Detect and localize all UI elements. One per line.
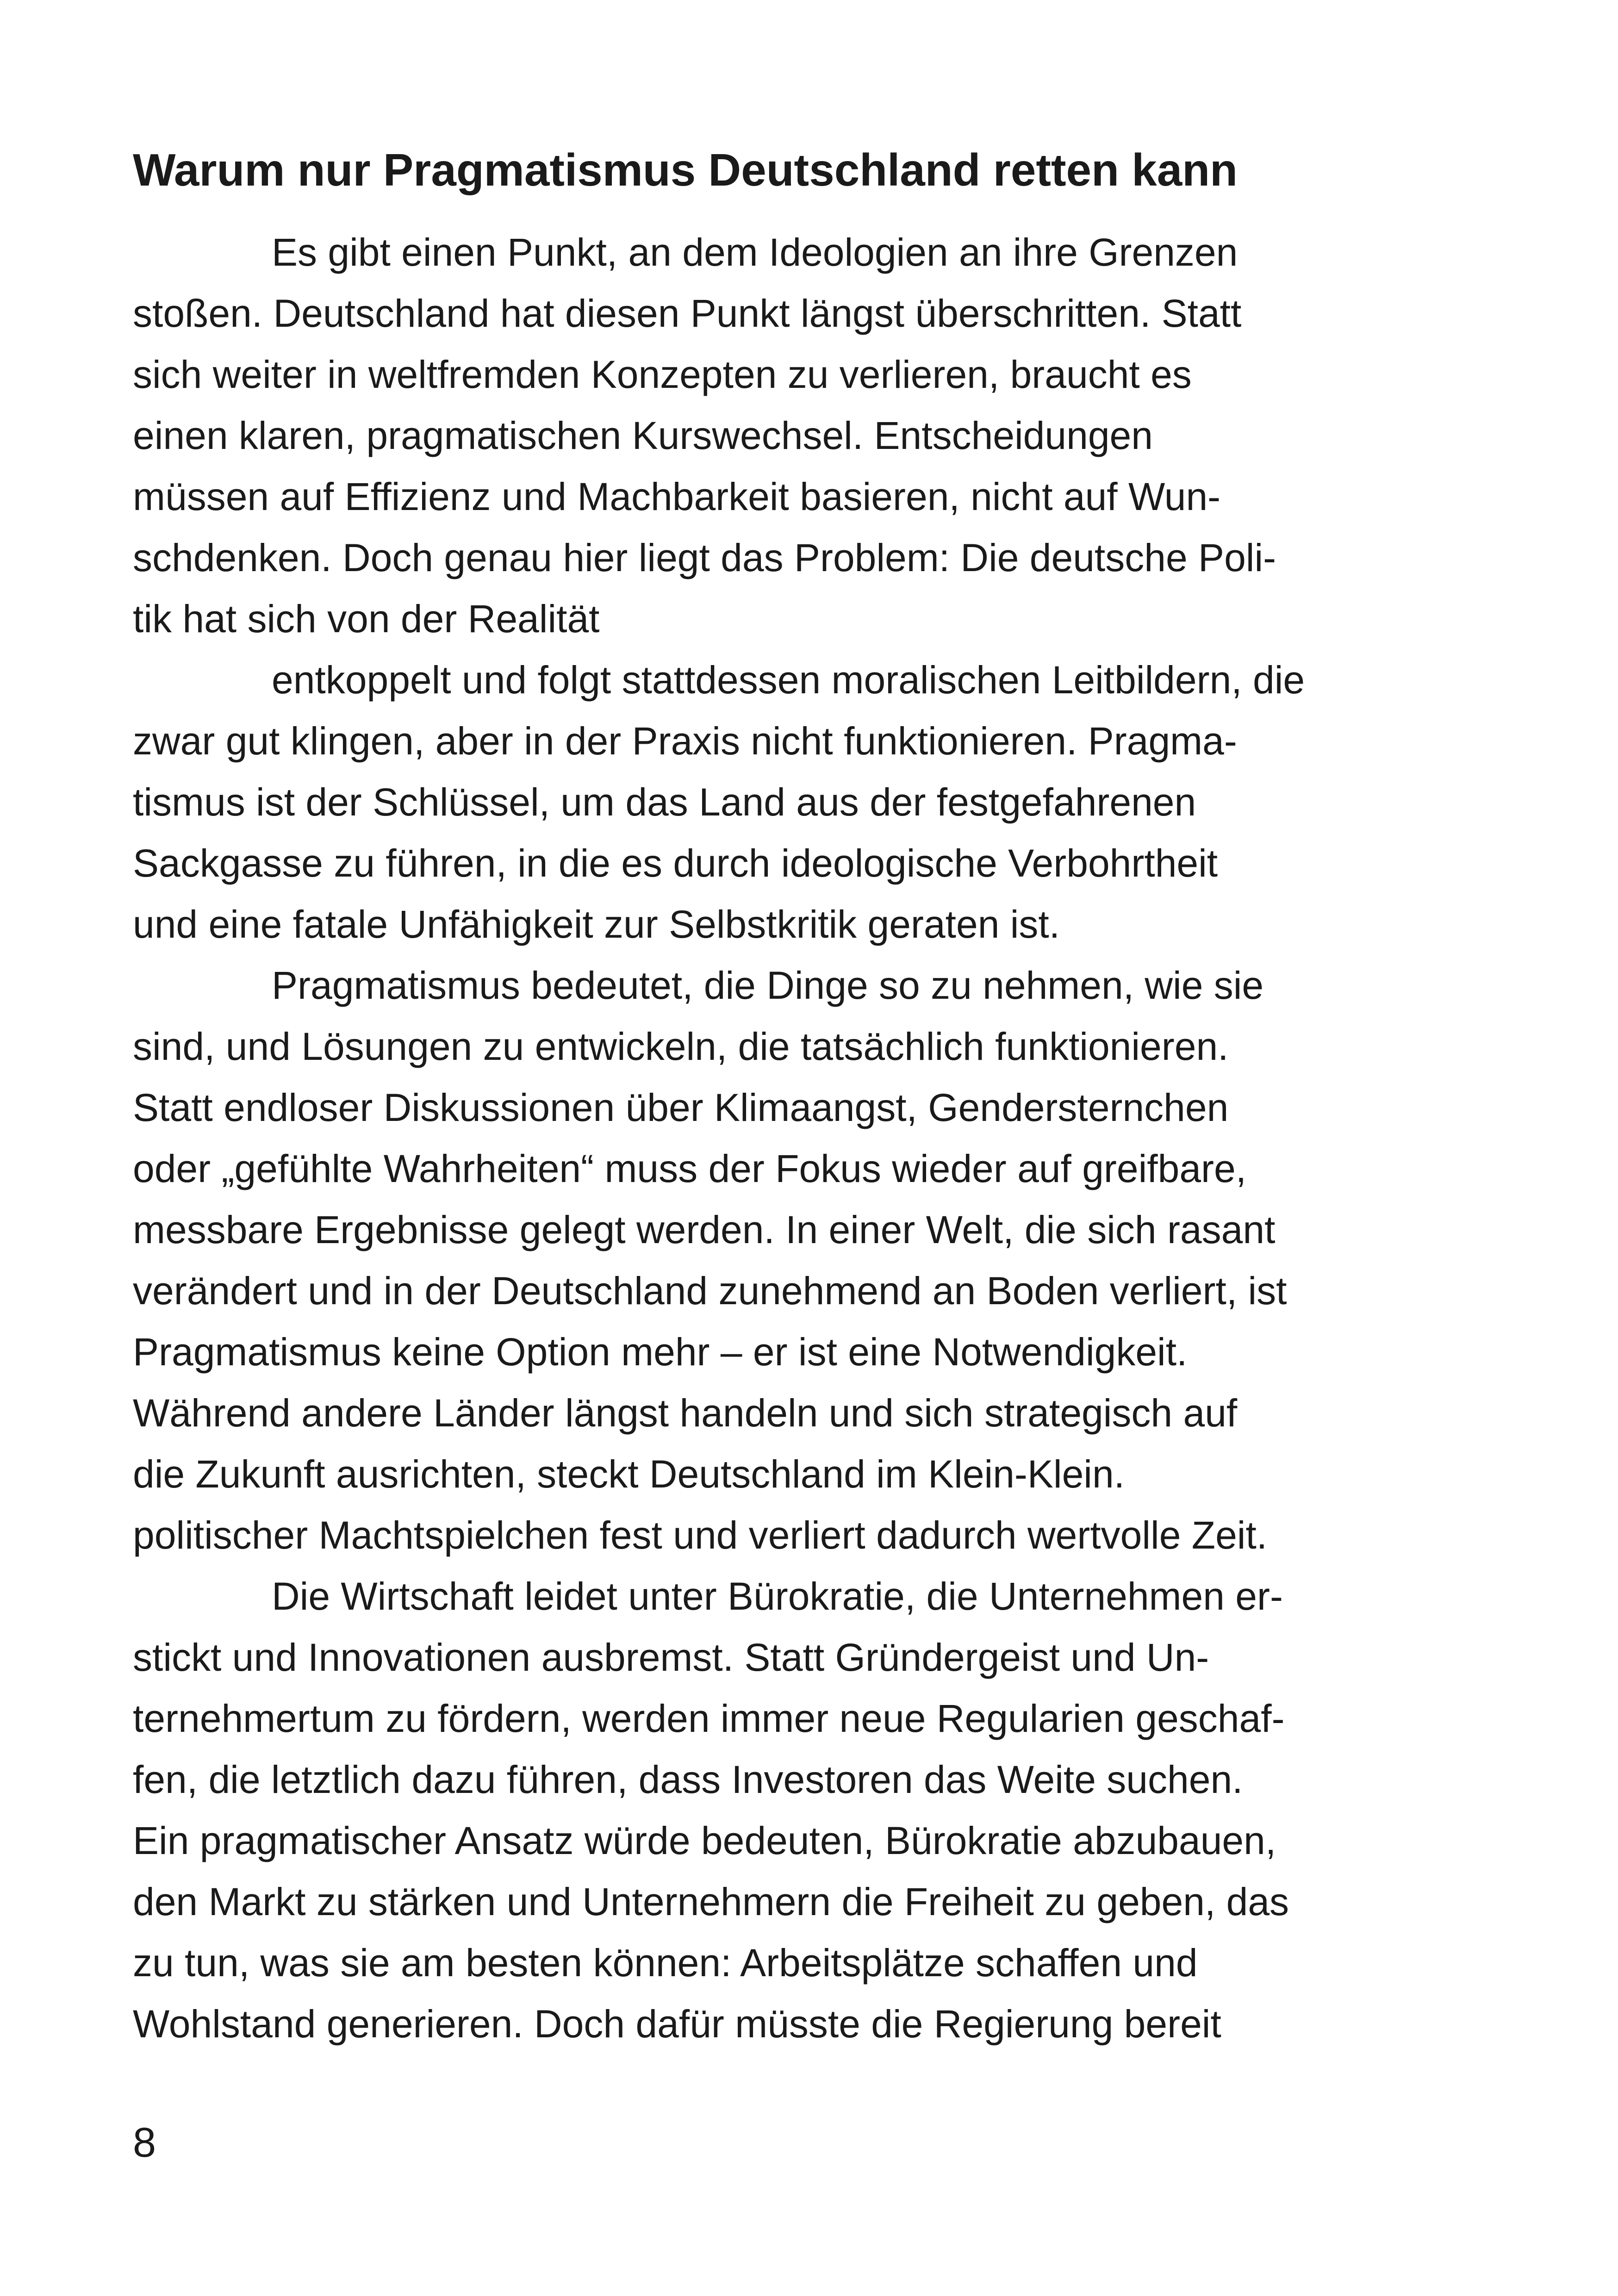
text-line: tismus ist der Schlüssel, um das Land aus der festgefahrenen [133,780,1196,824]
text-line: Pragmatismus bedeutet, die Dinge so zu nehmen, wie sie [272,964,1264,1007]
text-line: Ein pragmatischer Ansatz würde bedeuten, Bürokratie abzubauen, [133,1819,1276,1862]
text-line: müssen auf Effizienz und Machbarkeit basieren, nicht auf Wun- [133,475,1221,518]
text-line: einen klaren, pragmatischen Kurswechsel. Entscheidungen [133,414,1153,457]
text-line: und eine fatale Unfähigkeit zur Selbstkritik geraten ist. [133,902,1060,946]
text-line: schdenken. Doch genau hier liegt das Problem: Die deutsche Poli- [133,536,1276,579]
chapter-title: Warum nur Pragmatismus Deutschland retten kann [133,144,1238,195]
text-line: oder „gefühlte Wahrheiten“ muss der Fokus wieder auf greifbare, [133,1147,1247,1190]
text-line: Wohlstand generieren. Doch dafür müsste die Regierung bereit [133,2002,1221,2046]
text-line: Die Wirtschaft leidet unter Bürokratie, die Unternehmen er- [272,1574,1283,1618]
text-line: die Zukunft ausrichten, steckt Deutschland im Klein-Klein. [133,1452,1125,1496]
text-line: verändert und in der Deutschland zunehmend an Boden verliert, ist [133,1269,1287,1313]
text-line: messbare Ergebnisse gelegt werden. In einer Welt, die sich rasant [133,1208,1276,1251]
body-text [133,222,1429,2054]
text-line: Pragmatismus keine Option mehr – er ist eine Notwendigkeit. [133,1330,1188,1374]
text-line: ternehmertum zu fördern, werden immer neue Regularien geschaf- [133,1697,1285,1740]
text-line: sind, und Lösungen zu entwickeln, die tatsächlich funktionieren. [133,1025,1229,1068]
page-number: 8 [133,2120,156,2166]
text-line: Statt endloser Diskussionen über Klimaangst, Gendersternchen [133,1086,1229,1129]
text-line: entkoppelt und folgt stattdessen moralischen Leitbildern, die [272,658,1305,702]
text-line: sich weiter in weltfremden Konzepten zu verlieren, braucht es [133,353,1192,396]
text-line: politischer Machtspielchen fest und verliert dadurch wertvolle Zeit. [133,1513,1268,1557]
text-line: zu tun, was sie am besten können: Arbeitsplätze schaffen und [133,1941,1198,1985]
text-line: Sackgasse zu führen, in die es durch ideologische Verbohrtheit [133,841,1218,885]
text-line: stickt und Innovationen ausbremst. Statt Gründergeist und Un- [133,1636,1209,1679]
text-line: zwar gut klingen, aber in der Praxis nicht funktionieren. Pragma- [133,719,1237,763]
text-line: fen, die letztlich dazu führen, dass Investoren das Weite suchen. [133,1758,1243,1801]
text-line: Während andere Länder längst handeln und sich strategisch auf [133,1391,1238,1435]
text-line: Es gibt einen Punkt, an dem Ideologien an ihre Grenzen [272,230,1238,274]
text-line: tik hat sich von der Realität [133,597,600,641]
text-line: stoßen. Deutschland hat diesen Punkt längst überschritten. Statt [133,292,1242,335]
text-line: den Markt zu stärken und Unternehmern die Freiheit zu geben, das [133,1880,1289,1923]
